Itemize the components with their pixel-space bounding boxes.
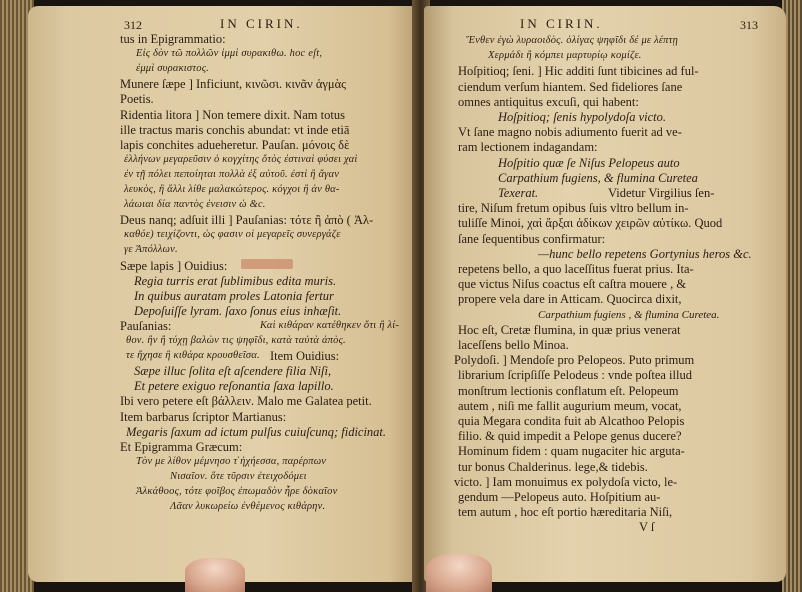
text-line: repetens bello, a quo laceſſitus fuerat prius. Ita-	[458, 262, 694, 276]
text-line: omnes antiquitus excuſi, qui habent:	[458, 94, 639, 109]
text-line: ἑλλήνων μεγαρεῦσιν ὁ κογχίτης ὅτὸς ἐστιναὶ φύσει χαὶ	[124, 153, 358, 165]
text-line: victo. ] Iam monuimus ex polydoſa victo, le-	[454, 474, 678, 489]
text-line: gendum —Pelopeus auto. Hoſpitium au-	[458, 490, 661, 504]
text-line: tuliſſe Minoi, χαὶ ἄρξαι ἀδίκων χειρῶν αὐτίκω. Quod	[458, 216, 723, 231]
text-line: λευκὸς, ἢ ἄλλι λίθε μαλακώτερος. κόγχοι ἢ ἀν θα-	[124, 184, 340, 195]
text-line: Λᾶαν λυκωρείω ἐνθέμενος κιθάρην.	[170, 501, 326, 513]
text-line: Hominum fidem : quam nugaciter hic arguta-	[458, 444, 685, 459]
right-running-header: IN CIRIN.	[520, 16, 603, 31]
text-line: Texerat.	[498, 186, 539, 200]
text-line: Ridentia litora ] Non temere dixit. Nam totus	[120, 107, 345, 122]
text-line: Ἀλκάθοος, τότε φοῖβος ἐπωμαδὸν ἦρε δὸκαῖον	[136, 486, 338, 497]
text-line: Hoſpitio quæ ſe Niſus Pelopeus auto	[498, 155, 680, 170]
text-line: Vt ſane magno nobis adiumento fuerit ad ve-	[458, 125, 682, 140]
text-line: librarium ſcripſiſſe Pelodeus : vnde poſtea illud	[458, 368, 692, 383]
text-line: Hoſpitioq; ſeni. ] Hic additi ſunt tibicines ad ful-	[458, 64, 699, 79]
text-line: Item barbarus ſcriptor Martianus:	[120, 409, 287, 424]
text-line: laceſſens bello Minoa.	[458, 338, 569, 352]
text-line: Carpathium fugiens , & flumina Curetea.	[538, 308, 720, 321]
text-line: tem autum , hoc eſt portio hæreditaria Niſi,	[458, 505, 673, 520]
text-line: Et Epigramma Græcum:	[120, 439, 243, 454]
text-line: Εἰς δὸν τῶ πολλῶν ἱμμὶ συρακιθω. hoc eſt,	[136, 48, 323, 60]
text-line: ἐν τῇ πόλει πεποίηται πολλὰ ἐξ αὐτοῦ. ἐστὶ ἢ ἄγαν	[124, 168, 340, 180]
text-line: autem , niſi me fallit augurium meum, vocat,	[458, 398, 682, 413]
text-line: Et petere exiguo reſonantia ſaxa lapillo.	[134, 379, 334, 394]
thumb-right	[426, 554, 492, 592]
text-line: ram lectionem indagandam:	[458, 140, 598, 155]
right-page	[424, 6, 786, 582]
text-line: Hoc eſt, Cretæ flumina, in quæ prius venerat	[458, 322, 681, 337]
left-page-number: 312	[124, 18, 142, 32]
text-line: ciendum verſum hiantem. Sed fideliores ſane	[458, 79, 683, 94]
text-line: monſtrum lectionis conflatum eſt. Pelopeum	[458, 383, 679, 398]
text-line: ἐμμὶ συρακιστος.	[136, 63, 209, 75]
text-line: θον. ἣν ἢ τύχῃ βαλὼν τις ψηφῖδι, κατὰ ταὐτὰ ἀπὸς.	[126, 335, 346, 346]
text-line: γε Ἀπόλλων.	[124, 244, 178, 256]
text-line: ille tractus maris conchis abundat: vt inde etiā	[120, 122, 350, 137]
right-page-number: 313	[740, 18, 758, 32]
text-line: propere vela dare in Atticam. Quocirca dixit,	[458, 292, 682, 307]
text-line: Ibi vero petere eſt βάλλειν. Malo me Galatea petit.	[120, 394, 372, 409]
text-line: Ἔνθεν ἐγὼ λυραοιδὸς. ὀλίγας ψηφῖδι δέ με λέπτῃ	[466, 35, 678, 46]
text-line: Pauſanias:	[120, 318, 172, 333]
text-line: filio. & quid impedit a Pelope genus ducere?	[458, 429, 682, 444]
text-line: Χερμάδι ἢ κόμπει μαρτυρίῳ κομίζε.	[488, 50, 642, 62]
text-line: In quibus auratam proles Latonia fertur	[134, 288, 334, 303]
text-line: Deus nanq; adſuit illi ] Pauſanias: τότε ἢ ἀπὸ ( Ἀλ-	[120, 213, 374, 228]
left-running-header: IN CIRIN.	[220, 16, 303, 31]
text-line: Νισαῖον. ὅτε τῦρσιν ἐτειχοδόμει	[170, 470, 307, 482]
text-line: καθόε) τειχίζοντι, ὡς φασιν οἱ μεγαρεῖς συνεργάζε	[124, 229, 341, 241]
text-line: que victus Niſus coactus eſt caſtra mouere , &	[458, 277, 687, 292]
left-page	[28, 6, 420, 582]
text-line: Item Ouidius:	[270, 349, 340, 364]
text-line: τε ἤχησε ἢ κιθάρα κρουσθεῖσα.	[126, 350, 260, 362]
text-line: Sæpe lapis ] Ouidius:	[120, 258, 228, 273]
text-line: lapis conchites adueheretur. Pauſan. μόνοις δὲ	[120, 137, 350, 152]
text-line: quia Megara condita fuit ab Alcathoo Pelopis	[458, 414, 685, 428]
text-line: ſane ſequentibus confirmatur:	[458, 231, 606, 246]
text-line: Megaris ſaxum ad ictum pulſus cuiuſcunq; fidicinat.	[126, 424, 387, 439]
text-line: Hoſpitioq; ſenis hypolydoſa victo.	[498, 110, 667, 124]
ink-stain	[241, 259, 293, 269]
text-line: —hunc bello repetens Gortynius heros &c.	[538, 246, 752, 261]
text-line: Sæpe illuc ſolita eſt aſcendere filia Niſi,	[134, 364, 332, 379]
text-line: tus in Epigrammatio:	[120, 32, 226, 46]
text-line: Poetis.	[120, 92, 154, 107]
text-line: Munere ſæpe ] Inficiunt, κινῶσι. κινᾶν ἁγμὰς	[120, 77, 347, 92]
text-line: Polydoſi. ] Mendoſe pro Pelopeos. Puto primum	[454, 353, 695, 368]
text-line: Depoſuiſſe lyram. ſaxo ſonus eius inhæſit.	[134, 303, 342, 318]
text-line: V ſ	[639, 520, 655, 535]
text-line: Regia turris erat ſublimibus edita muris.	[134, 273, 337, 288]
text-line: tire, Niſum fretum opibus ſuis vltro bellum in-	[458, 201, 689, 216]
text-line: Καὶ κιθάραν κατέθηκεν ὅτι ἢ λί-	[260, 319, 400, 331]
thumb-left	[185, 558, 245, 592]
text-line: tur bonus Chalderinus. lege,& tidebis.	[458, 459, 648, 474]
text-line: Videtur Virgilius ſen-	[608, 186, 715, 200]
text-line: Carpathium fugiens, & flumina Curetea	[498, 170, 698, 185]
text-line: Τὸν με λίθον μέμνησο τ̓ ἠχήεσσα, παρέρπων	[136, 455, 327, 467]
text-line: λάωιαι δία παντὸς ἐνεισιν ὡ &c.	[124, 199, 266, 211]
